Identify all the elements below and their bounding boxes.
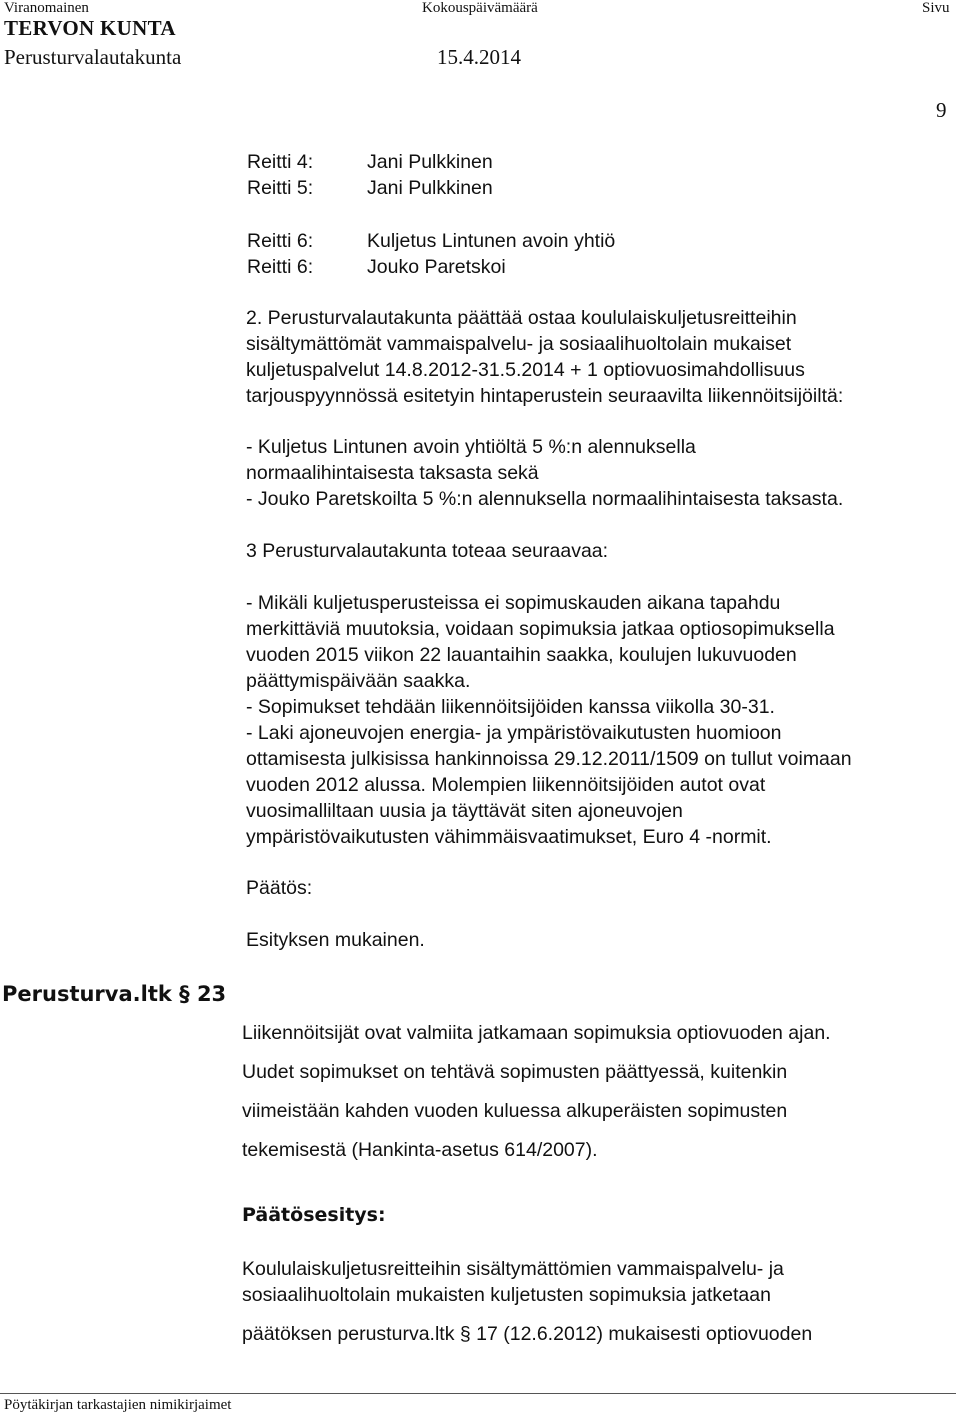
text-line: päättymispäivään saakka. (246, 670, 471, 692)
meeting-date-label: Kokouspäivämäärä (422, 0, 538, 16)
text-line: - Kuljetus Lintunen avoin yhtiöltä 5 %:n alennuksella (246, 436, 696, 458)
route-operator: Kuljetus Lintunen avoin yhtiö (367, 230, 616, 252)
text-line: sisältymättömät vammaispalvelu- ja sosiaalihuoltolain mukaiset (246, 333, 792, 355)
page-label: Sivu (922, 0, 950, 16)
footer-initials-label: Pöytäkirjan tarkastajien nimikirjaimet (4, 1397, 232, 1413)
text-line: Koululaiskuljetusreitteihin sisältymättömien vammaispalvelu- ja (242, 1258, 784, 1280)
route-operator: Jouko Paretskoi (367, 256, 506, 278)
decision-2-paragraph (246, 305, 946, 409)
decision-text: Esityksen mukainen. (246, 929, 425, 951)
page-number: 9 (936, 98, 947, 122)
text-line: - Mikäli kuljetusperusteissa ei sopimuskauden aikana tapahdu (246, 592, 781, 614)
footer-divider (0, 1393, 956, 1394)
text-line: - Jouko Paretskoilta 5 %:n alennuksella normaalihintaisesta taksasta. (246, 488, 844, 510)
providers-list (246, 434, 946, 512)
authority-label: Viranomainen (4, 0, 89, 16)
text-line: kuljetuspalvelut 14.8.2012-31.5.2014 + 1 optiovuosimahdollisuus (246, 359, 805, 381)
meeting-date: 15.4.2014 (437, 45, 521, 69)
text-line: vuoden 2015 viikon 22 lauantaihin saakka, koulujen lukuvuoden (246, 644, 797, 666)
section-number: Perusturva.ltk § 23 (2, 982, 227, 1006)
text-line: tarjouspyynnössä esitetyin hintaperustein seuraavilta liikennöitsijöiltä: (246, 385, 844, 407)
decision-3-intro: 3 Perusturvalautakunta toteaa seuraavaa: (246, 540, 609, 562)
route-operator: Jani Pulkkinen (367, 177, 493, 199)
board-name: Perusturvalautakunta (4, 45, 182, 69)
section-23-body (242, 1014, 831, 1170)
text-line: viimeistään kahden vuoden kuluessa alkuperäisten sopimusten (242, 1100, 788, 1122)
route-label: Reitti 5: (247, 177, 314, 199)
text-line: tekemisestä (Hankinta-asetus 614/2007). (242, 1139, 598, 1161)
text-line: 2. Perusturvalautakunta päättää ostaa koululaiskuljetusreitteihin (246, 307, 797, 329)
organization-name: TERVON KUNTA (4, 16, 176, 40)
text-line: päätöksen perusturva.ltk § 17 (12.6.2012) mukaisesti optiovuoden (242, 1323, 813, 1345)
route-label: Reitti 6: (247, 256, 314, 278)
text-line: - Laki ajoneuvojen energia- ja ympäristövaikutusten huomioon (246, 722, 782, 744)
decision-3-points (246, 590, 946, 850)
text-line: normaalihintaisesta taksasta sekä (246, 462, 539, 484)
route-operator: Jani Pulkkinen (367, 151, 493, 173)
route-label: Reitti 6: (247, 230, 314, 252)
proposal-heading: Päätösesitys: (242, 1204, 386, 1226)
proposal-body (242, 1256, 812, 1347)
text-line: Liikennöitsijät ovat valmiita jatkamaan sopimuksia optiovuoden ajan. (242, 1022, 831, 1044)
decision-label: Päätös: (246, 877, 313, 899)
text-line: sosiaalihuoltolain mukaisten kuljetusten sopimuksia jatketaan (242, 1284, 771, 1306)
text-line: Uudet sopimukset on tehtävä sopimusten päättyessä, kuitenkin (242, 1061, 788, 1083)
text-line: merkittäviä muutoksia, voidaan sopimuksia jatkaa optiosopimuksella (246, 618, 835, 640)
text-line: ottamisesta julkisissa hankinnoissa 29.12.2011/1509 on tullut voimaan (246, 748, 852, 770)
text-line: - Sopimukset tehdään liikennöitsijöiden kanssa viikolla 30-31. (246, 696, 775, 718)
route-label: Reitti 4: (247, 151, 314, 173)
text-line: vuosimalliltaan uusia ja täyttävät siten ajoneuvojen (246, 800, 683, 822)
text-line: vuoden 2012 alussa. Molempien liikennöitsijöiden autot ovat (246, 774, 766, 796)
text-line: ympäristövaikutusten vähimmäisvaatimukset, Euro 4 -normit. (246, 826, 772, 848)
